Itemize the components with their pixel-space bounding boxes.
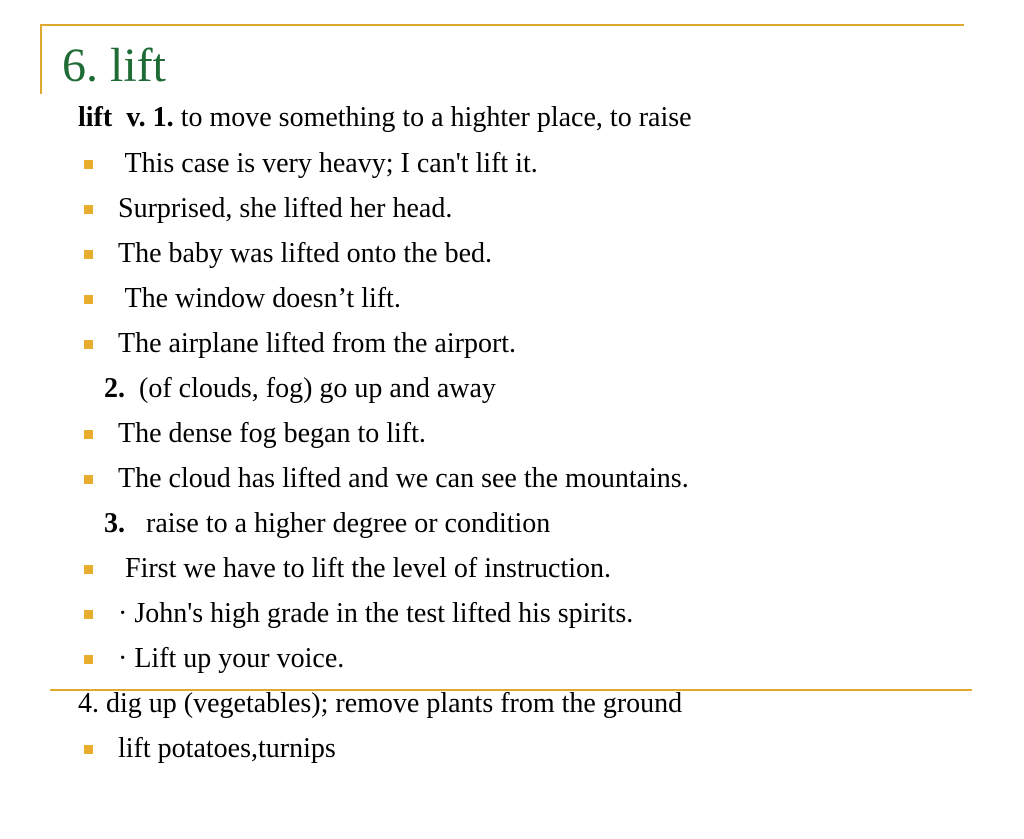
example-text: First we have to lift the level of instruction.: [118, 553, 612, 584]
sense-number: 3.: [104, 508, 125, 539]
list-item: [0, 416, 426, 452]
sense-number: 2.: [104, 373, 125, 404]
definition-text: (of clouds, fog) go up and away: [125, 373, 496, 404]
list-item: [0, 641, 345, 677]
definition-3: [0, 506, 551, 542]
list-item: [0, 731, 336, 767]
list-item: [0, 191, 453, 227]
example-text: The airplane lifted from the airport.: [118, 328, 517, 359]
headword: lift: [78, 102, 113, 133]
bullet-icon: [84, 565, 93, 574]
bullet-icon: [84, 655, 93, 664]
part-of-speech: v. 1.: [126, 102, 174, 133]
example-text: The dense fog began to lift.: [118, 418, 426, 449]
definition-1: [0, 100, 692, 136]
list-item: [0, 461, 689, 497]
bullet-icon: [84, 475, 93, 484]
definition-2: [0, 371, 496, 407]
list-item: [0, 551, 612, 587]
bullet-icon: [84, 205, 93, 214]
definition-text: to move something to a highter place, to raise: [173, 102, 692, 133]
example-text: · John's high grade in the test lifted his spirits.: [118, 598, 634, 629]
bullet-icon: [84, 160, 93, 169]
list-item: [0, 281, 401, 317]
list-item: [0, 596, 634, 632]
definition-text: raise to a higher degree or condition: [125, 508, 551, 539]
bullet-icon: [84, 250, 93, 259]
example-text: This case is very heavy; I can't lift it.: [118, 148, 538, 179]
slide-title: 6. lift: [62, 39, 166, 92]
bullet-icon: [84, 610, 93, 619]
example-text: The baby was lifted onto the bed.: [118, 238, 493, 269]
top-rule: [40, 24, 964, 26]
list-item: [0, 236, 493, 272]
example-text: Surprised, she lifted her head.: [118, 193, 453, 224]
example-text: · Lift up your voice.: [118, 643, 345, 674]
bullet-icon: [84, 745, 93, 754]
list-item: [0, 146, 538, 182]
example-text: The window doesn’t lift.: [118, 283, 401, 314]
bullet-icon: [84, 340, 93, 349]
bullet-icon: [84, 430, 93, 439]
bullet-icon: [84, 295, 93, 304]
example-text: lift potatoes,turnips: [118, 733, 336, 764]
list-item: [0, 326, 517, 362]
definition-text: 4. dig up (vegetables); remove plants from the ground: [78, 688, 683, 719]
left-rule: [40, 24, 42, 94]
example-text: The cloud has lifted and we can see the mountains.: [118, 463, 689, 494]
definition-4: [0, 686, 683, 722]
